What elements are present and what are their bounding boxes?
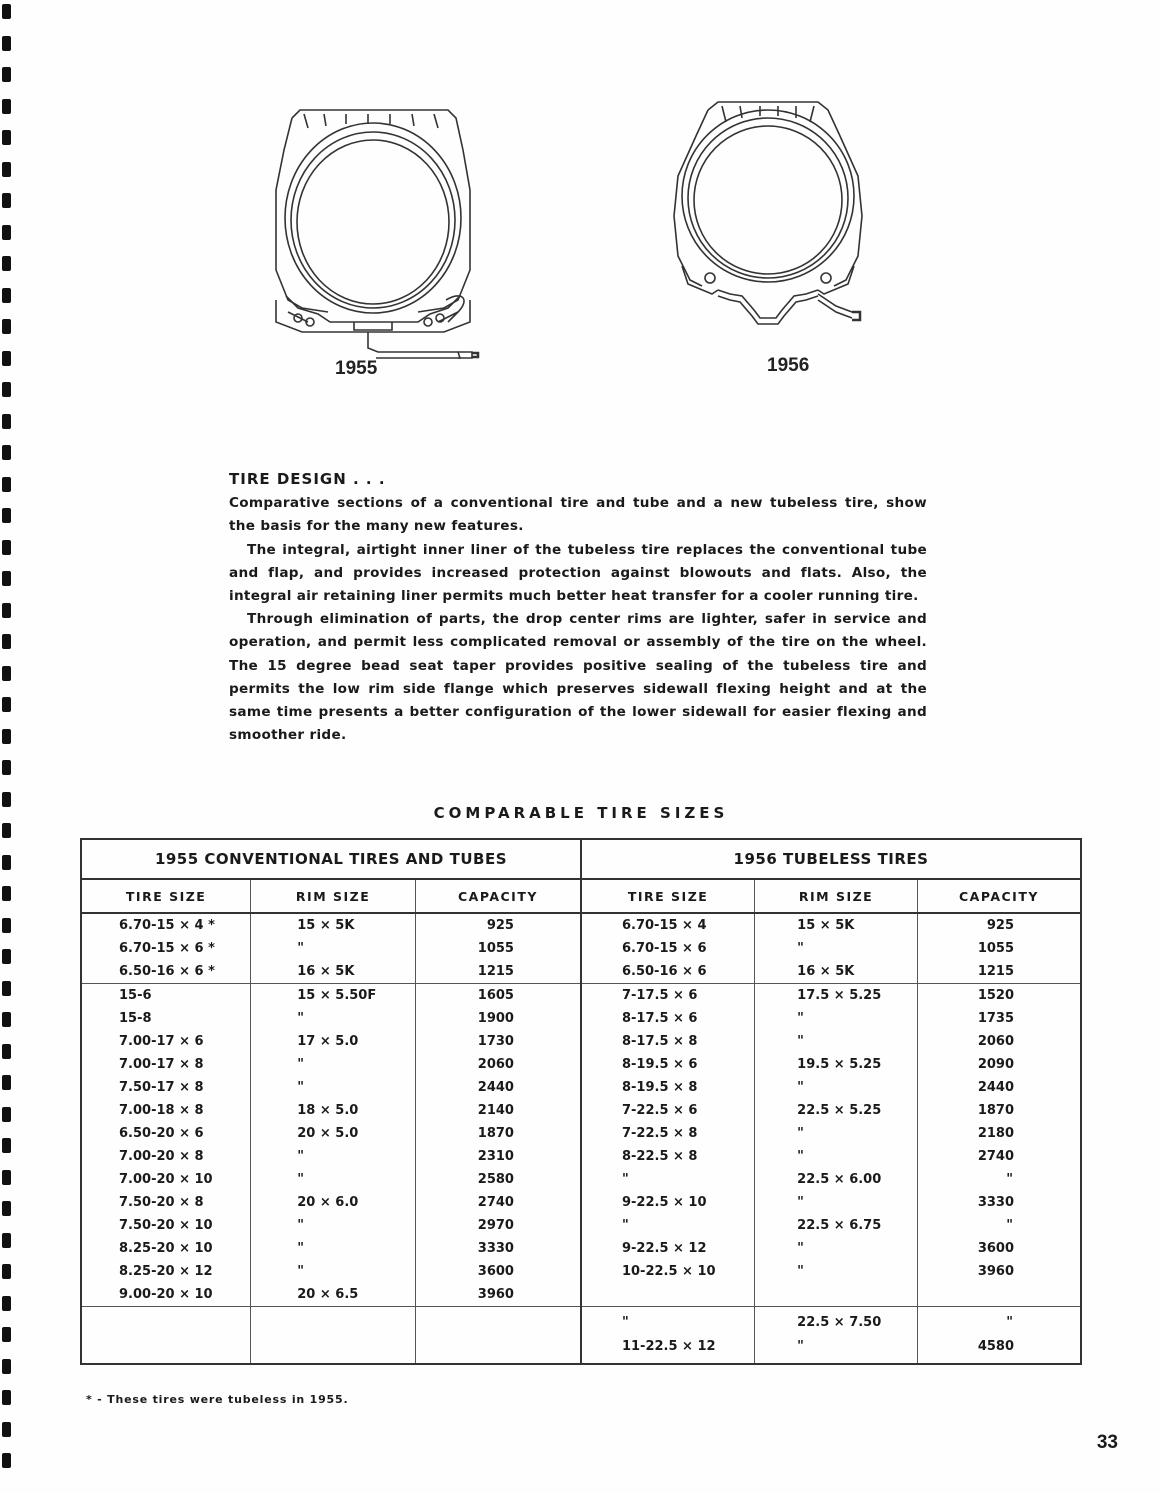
table-cell: 2090 [977,1057,1014,1072]
binding-hole [2,414,11,429]
binding-hole [2,477,11,492]
binding-hole [2,697,11,712]
table-cell: 8-19.5 × 6 [621,1057,698,1072]
binding-hole [2,1359,11,1374]
table-cell: 7.00-17 × 6 [119,1034,204,1049]
column-header: TIRE SIZE [581,879,755,913]
table-cell: " [797,1011,805,1026]
table-cell: " [797,1241,805,1256]
table-cell: 6.70-15 × 6 [621,941,707,956]
table-cell-column [251,913,416,984]
table-cell: 3600 [477,1264,514,1279]
table-cell: " [297,1057,306,1072]
column-header: RIM SIZE [755,879,918,913]
figure-1955-label: 1955 [335,358,378,379]
tire-design-text [229,468,927,747]
table-cell: 7.00-18 × 8 [119,1103,204,1118]
tire-1956-cross-section-figure [668,96,868,336]
table-cell: 16 × 5K [297,964,355,979]
binding-hole [2,162,11,177]
table-cell-column [917,913,1081,984]
footnote: * - These tires were tubeless in 1955. [86,1393,349,1406]
binding-hole [2,1422,11,1437]
group-header-1956: 1956 TUBELESS TIRES [581,839,1081,879]
table-cell: 15-6 [119,988,152,1003]
table-cell: 11-22.5 × 12 [621,1339,716,1354]
binding-hole [2,1107,11,1122]
table-cell: 7.00-20 × 8 [119,1149,204,1164]
table-cell: 22.5 × 7.50 [797,1315,882,1330]
table-cell-column [81,984,251,1307]
table-cell-column [251,1307,416,1365]
table-cell: 4580 [977,1339,1014,1354]
binding-hole [2,1233,11,1248]
table-cell-column [581,913,755,984]
paragraph-3: Through elimination of parts, the drop center rims are lighter, safer in service and operation, and permit less complicated removal or assembly of the tire on the wheel. The 15 degree bead seat taper provides positive sealing of the tubeless tire and permits the low rim side flange which preserves sidewall flexing height and at the same time presents a better configuration of the lower sidewall for easier flexing and smoother ride. [229,611,927,744]
binding-hole [2,1170,11,1185]
table-cell: 9.00-20 × 10 [119,1287,213,1302]
table-cell: 20 × 5.0 [297,1126,359,1141]
binding-hole [2,99,11,114]
binding-hole [2,1390,11,1405]
binding-hole [2,225,11,240]
table-cell: " [1006,1172,1014,1187]
binding-hole [2,319,11,334]
spiral-binding [0,0,16,1493]
binding-hole [2,67,11,82]
table-cell: " [797,1080,805,1095]
table-cell: " [297,1218,306,1233]
table-cell-column [81,1307,251,1365]
binding-hole [2,1138,11,1153]
binding-hole [2,729,11,744]
binding-hole [2,981,11,996]
binding-hole [2,351,11,366]
table-cell: 17.5 × 5.25 [797,988,882,1003]
binding-hole [2,949,11,964]
table-cell: 2740 [977,1149,1014,1164]
binding-hole [2,603,11,618]
table-cell: " [297,1241,306,1256]
table-cell: " [297,1149,306,1164]
table-cell: 6.70-15 × 4 * [119,918,215,933]
table-cell: 925 [986,918,1014,933]
column-header: CAPACITY [917,879,1081,913]
binding-hole [2,760,11,775]
binding-hole [2,1012,11,1027]
binding-hole [2,1264,11,1279]
group-header-1955: 1955 CONVENTIONAL TIRES AND TUBES [81,839,581,879]
table-cell: 1215 [477,964,514,979]
binding-hole [2,823,11,838]
table-cell: " [297,941,306,956]
table-cell: 20 × 6.0 [297,1195,359,1210]
table-cell-column [755,1307,918,1365]
tire-1955-cross-section-figure [258,100,488,370]
binding-hole [2,540,11,555]
binding-hole [2,130,11,145]
table-cell: 1605 [477,988,514,1003]
table-cell: 9-22.5 × 10 [621,1195,707,1210]
table-cell: 1870 [477,1126,514,1141]
binding-hole [2,1044,11,1059]
table-cell: 2580 [477,1172,514,1187]
table-cell: 6.50-16 × 6 [621,964,707,979]
column-header: TIRE SIZE [81,879,251,913]
table-cell: 7.50-17 × 8 [119,1080,204,1095]
table-cell: " [797,941,805,956]
table-cell: 8-17.5 × 8 [621,1034,698,1049]
binding-hole [2,256,11,271]
table-cell: 3330 [477,1241,514,1256]
binding-hole [2,288,11,303]
table-cell: 16 × 5K [797,964,855,979]
tire-sizes-table [80,838,1082,1365]
table-cell: 1055 [477,941,514,956]
table-cell: 6.50-16 × 6 * [119,964,215,979]
table-cell: 2060 [977,1034,1014,1049]
table-cell: 1735 [977,1011,1014,1026]
table-cell: 7-22.5 × 6 [621,1103,698,1118]
binding-hole [2,1201,11,1216]
binding-hole [2,1296,11,1311]
table-cell-column [81,913,251,984]
table-cell: 15 × 5K [297,918,355,933]
table-cell: " [1006,1315,1014,1330]
table-section [81,913,1081,984]
table-title: COMPARABLE TIRE SIZES [433,804,729,822]
binding-hole [2,918,11,933]
table-cell-column [251,984,416,1307]
table-cell: 2740 [477,1195,514,1210]
figure-1956-label: 1956 [767,355,810,376]
table-cell: 10-22.5 × 10 [621,1264,716,1279]
table-cell: 17 × 5.0 [297,1034,359,1049]
table-cell: " [297,1172,306,1187]
binding-hole [2,4,11,19]
table-cell: 22.5 × 6.75 [797,1218,882,1233]
column-header: CAPACITY [415,879,581,913]
table-cell: 1900 [477,1011,514,1026]
binding-hole [2,36,11,51]
table-cell: 2970 [477,1218,514,1233]
table-cell: 15 × 5K [797,918,855,933]
table-cell-column [581,984,755,1307]
table-cell: 3330 [977,1195,1014,1210]
column-header: RIM SIZE [251,879,416,913]
table-cell: 1730 [477,1034,514,1049]
table-cell: " [797,1126,805,1141]
paragraph-1: Comparative sections of a conventional tire and tube and a new tubeless tire, show the basis for the many new features. [229,495,927,535]
table-cell: 9-22.5 × 12 [621,1241,707,1256]
table-cell-column [917,984,1081,1307]
table-cell: " [297,1011,306,1026]
binding-hole [2,445,11,460]
table-cell: 7.50-20 × 10 [119,1218,213,1233]
page-number: 33 [1096,1432,1118,1453]
binding-hole [2,508,11,523]
binding-hole [2,193,11,208]
table-cell: 18 × 5.0 [297,1103,359,1118]
table-cell: " [621,1315,630,1330]
table-cell-column [755,913,918,984]
table-cell: 2140 [477,1103,514,1118]
table-section [81,1307,1081,1365]
table-cell: 8-22.5 × 8 [621,1149,698,1164]
table-cell: 20 × 6.5 [297,1287,359,1302]
table-cell: " [1006,1218,1014,1233]
table-cell: 7-22.5 × 8 [621,1126,698,1141]
table-cell: " [621,1218,630,1233]
table-cell: 8.25-20 × 10 [119,1241,213,1256]
table-cell: 1870 [977,1103,1014,1118]
table-cell: 1215 [977,964,1014,979]
table-cell: 2180 [977,1126,1014,1141]
binding-hole [2,1075,11,1090]
table-cell: 8.25-20 × 12 [119,1264,213,1279]
table-cell: 22.5 × 6.00 [797,1172,882,1187]
table-cell-column [415,913,581,984]
table-cell: " [797,1339,805,1354]
section-heading: TIRE DESIGN . . . [229,470,386,488]
binding-hole [2,666,11,681]
table-cell: 7.50-20 × 8 [119,1195,204,1210]
table-cell: 6.70-15 × 6 * [119,941,215,956]
table-cell: " [621,1172,630,1187]
table-cell: " [297,1080,306,1095]
table-cell: 1520 [977,988,1014,1003]
table-cell: 6.70-15 × 4 [621,918,707,933]
table-cell: 3960 [477,1287,514,1302]
table-cell: " [797,1264,805,1279]
table-cell: 1055 [977,941,1014,956]
table-cell: 7-17.5 × 6 [621,988,698,1003]
table-cell: 2310 [477,1149,514,1164]
binding-hole [2,886,11,901]
table-cell: 15-8 [119,1011,152,1026]
table-cell: 7.00-17 × 8 [119,1057,204,1072]
table-cell-column [415,984,581,1307]
table-cell: " [797,1034,805,1049]
table-cell: 3600 [977,1241,1014,1256]
table-cell: 8-19.5 × 8 [621,1080,698,1095]
table-cell: 15 × 5.50F [297,988,377,1003]
table-cell: 2440 [977,1080,1014,1095]
table-cell-column [581,1307,755,1365]
table-cell: 19.5 × 5.25 [797,1057,882,1072]
table-cell-column [415,1307,581,1365]
binding-hole [2,571,11,586]
table-cell-column [917,1307,1081,1365]
binding-hole [2,855,11,870]
table-cell: " [797,1195,805,1210]
table-cell: " [797,1149,805,1164]
binding-hole [2,382,11,397]
table-cell-column [755,984,918,1307]
paragraph-2: The integral, airtight inner liner of the tubeless tire replaces the conventional tube and flap, and provides increased protection against blowouts and flats. Also, the integral air retaining liner permits much better heat transfer for a cooler running tire. [229,541,927,605]
table-cell: 22.5 × 5.25 [797,1103,882,1118]
table-cell: 3960 [977,1264,1014,1279]
table-cell: 7.00-20 × 10 [119,1172,213,1187]
table-section [81,984,1081,1307]
binding-hole [2,1327,11,1342]
binding-hole [2,634,11,649]
table-cell: 6.50-20 × 6 [119,1126,204,1141]
table-cell: " [297,1264,306,1279]
table-cell: 8-17.5 × 6 [621,1011,698,1026]
binding-hole [2,1453,11,1468]
table-cell: 2060 [477,1057,514,1072]
table-cell: 925 [486,918,514,933]
table-cell: 2440 [477,1080,514,1095]
